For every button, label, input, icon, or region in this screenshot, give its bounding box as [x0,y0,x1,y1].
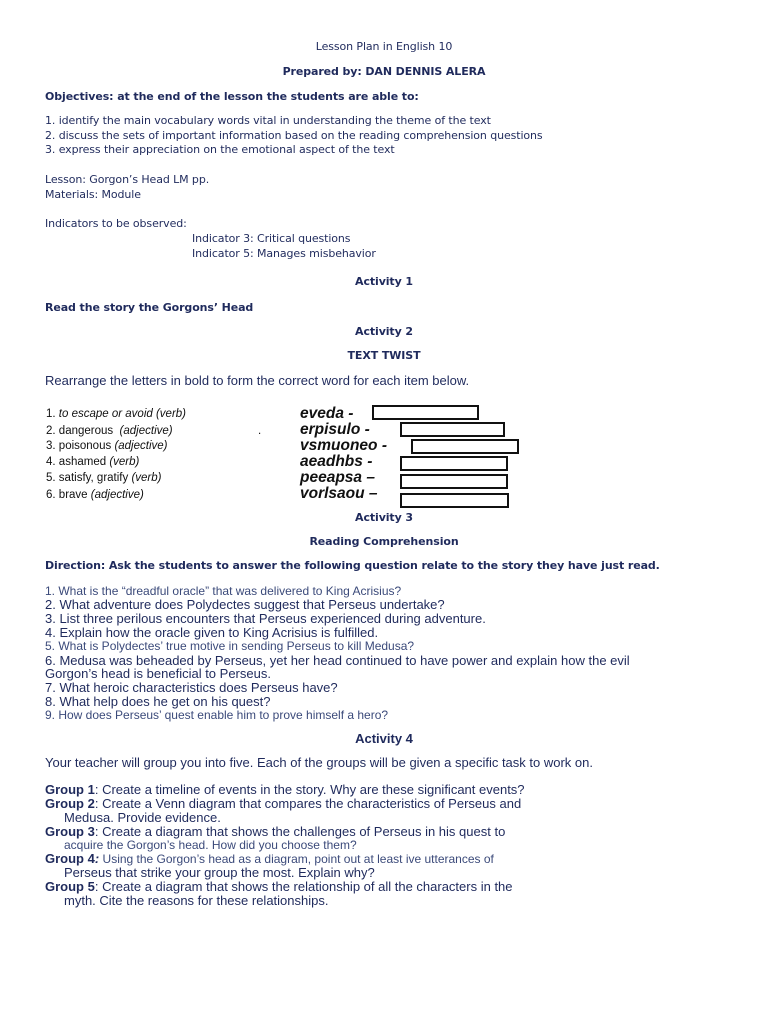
question-item: 6. Medusa was beheaded by Perseus, yet her head continued to have power and explain how the evil [45,653,630,668]
item-number: 5. [46,472,56,484]
group-task-text: : Create a Venn diagram that compares the characteristics of Perseus and [94,796,522,811]
question-item: 2. What adventure does Polydectes suggest that Perseus undertake? [45,597,445,612]
answer-box[interactable] [372,405,479,420]
prepared-by: Prepared by: DAN DENNIS ALERA [282,65,486,78]
objective-item: 1. identify the main vocabulary words vital in understanding the theme of the text [45,114,491,127]
question-item: Gorgon’s head is beneficial to Perseus. [45,666,271,681]
question-item: 7. What heroic characteristics does Perseus have? [45,680,338,695]
group-task-text: : Create a diagram that shows the challenges of Perseus in his quest to [94,824,506,839]
twist-item-4 [46,456,139,468]
twist-item-3 [46,440,168,452]
activity3-direction: Direction: Ask the students to answer the following question relate to the story they have just read. [45,559,660,572]
scrambled-word: eveda - [300,405,354,422]
objectives-heading: Objectives: at the end of the lesson the students are able to: [45,90,419,103]
question-item: 4. Explain how the oracle given to King Acrisius is fulfilled. [45,625,379,640]
item-word: satisfy, gratify [58,472,129,484]
activity2-instruction: Rearrange the letters in bold to form the correct word for each item below. [45,373,470,388]
item-number: 4. [46,456,56,468]
scrambled-word: vorlsaou – [300,485,378,502]
item-pos: (adjective) [119,425,173,437]
scrambled-word: aeadhbs - [300,453,373,470]
indicators-heading: Indicators to be observed: [45,217,187,230]
twist-item-5 [46,472,161,484]
twist-item-1 [46,408,186,420]
dot-mark: . [258,425,262,437]
lesson-line: Lesson: Gorgon’s Head LM pp. [45,173,210,186]
item-number: 3. [46,440,56,452]
group-task-continuation: acquire the Gorgon’s head. How did you choose them? [64,838,357,852]
item-pos: (verb) [109,456,140,468]
group-label: Group 3 [45,824,95,839]
objective-item: 3. express their appreciation on the emotional aspect of the text [45,143,395,156]
indicator-item: Indicator 3: Critical questions [192,232,351,245]
group-task-continuation: Medusa. Provide evidence. [64,810,221,825]
question-item: 5. What is Polydectes’ true motive in sending Perseus to kill Medusa? [45,639,415,653]
scrambled-word: vsmuoneo - [300,437,387,454]
group-task-text: : Create a diagram that shows the relationship of all the characters in the [94,879,513,894]
item-word: poisonous [58,440,112,452]
item-number: 2. [46,425,56,437]
question-item: 8. What help does he get on his quest? [45,694,271,709]
group-label: Group 2 [45,796,95,811]
group-3-task [45,824,505,839]
answer-box[interactable] [400,474,508,489]
activity4-intro: Your teacher will group you into five. Each of the groups will be given a specific task to work on. [45,755,593,770]
item-word: dangerous [58,425,114,437]
activity4-heading: Activity 4 [355,731,413,746]
group-5-task [45,879,513,894]
item-pos: (adjective) [114,440,168,452]
item-meaning: to escape or avoid (verb) [58,408,186,420]
scrambled-word: erpisulo - [300,421,370,438]
group-2-task [45,796,521,811]
group-label: Group 1 [45,782,95,797]
twist-item-6 [46,489,144,501]
activity2-subheading: TEXT TWIST [347,349,421,362]
materials-line: Materials: Module [45,188,141,201]
item-pos: (adjective) [90,489,144,501]
group-task-continuation: Perseus that strike your group the most. Explain why? [64,865,375,880]
group-label: Group 5 [45,879,95,894]
answer-box[interactable] [411,439,519,454]
group-task-continuation: myth. Cite the reasons for these relationships. [64,893,329,908]
group-colon: : [94,851,100,866]
item-number: 6. [46,489,56,501]
group-4-task [45,851,494,866]
objective-item: 2. discuss the sets of important information based on the reading comprehension questions [45,129,543,142]
item-number: 1. [46,408,56,420]
question-item: 1. What is the “dreadful oracle” that was delivered to King Acrisius? [45,584,402,598]
group-label: Group 4 [45,851,95,866]
group-task-text: : Create a timeline of events in the story. Why are these significant events? [94,782,525,797]
page-title: Lesson Plan in English 10 [315,40,453,53]
group-task-text: Using the Gorgon’s head as a diagram, point out at least ive utterances of [99,852,494,866]
item-pos: (verb) [131,472,162,484]
activity3-heading: Activity 3 [355,511,413,524]
group-1-task [45,782,525,797]
scrambled-word: peeapsa – [300,469,375,486]
answer-box[interactable] [400,422,505,437]
twist-item-2 [46,425,173,437]
indicator-item: Indicator 5: Manages misbehavior [192,247,376,260]
item-word: ashamed [58,456,107,468]
activity3-subheading: Reading Comprehension [309,535,459,548]
answer-box[interactable] [400,493,509,508]
activity1-heading: Activity 1 [355,275,413,288]
answer-box[interactable] [400,456,508,471]
activity2-heading: Activity 2 [355,325,413,338]
question-item: 3. List three perilous encounters that Perseus experienced during adventure. [45,611,486,626]
question-item: 9. How does Perseus’ quest enable him to prove himself a hero? [45,708,389,722]
activity1-text: Read the story the Gorgons’ Head [45,301,254,314]
item-word: brave [58,489,88,501]
